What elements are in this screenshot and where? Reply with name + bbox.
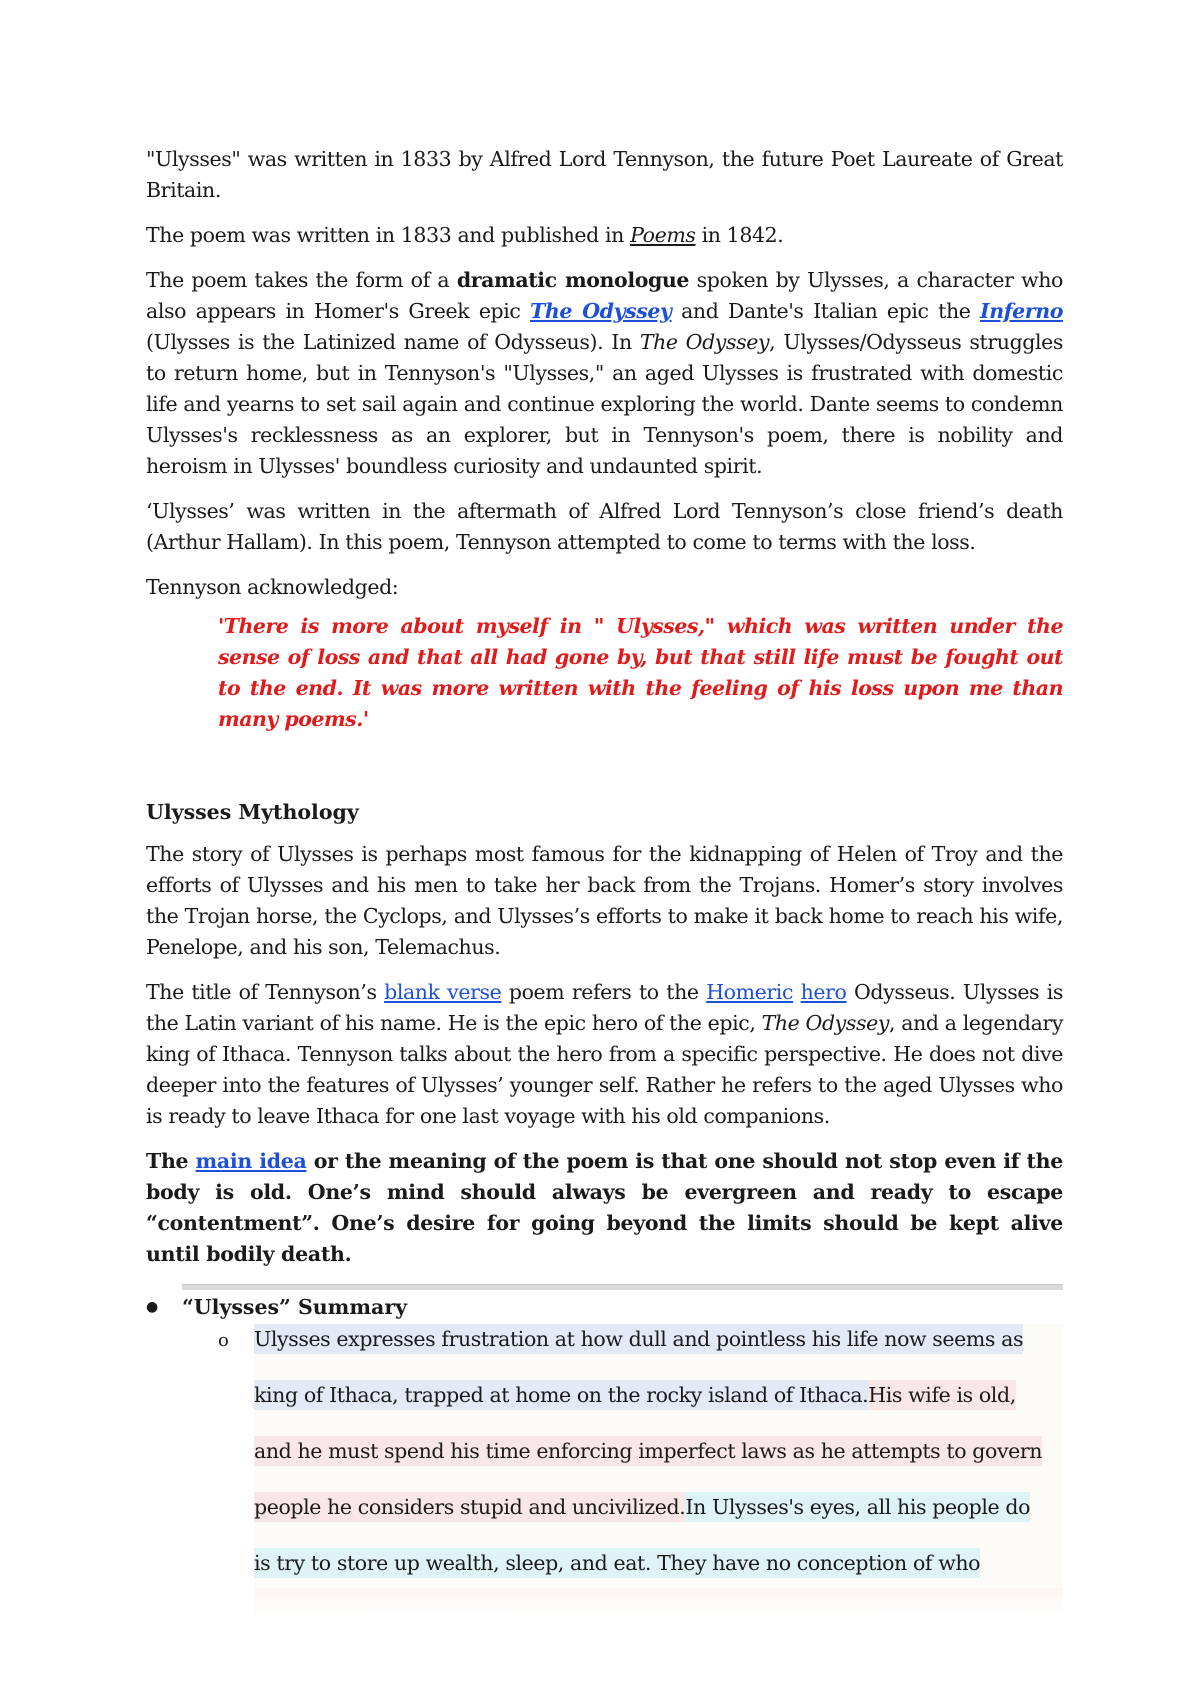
summary-text: and he must spend his time enforcing imperfect laws as he attempts to govern xyxy=(254,1436,1042,1466)
summary-text: king of Ithaca, trapped at home on the rocky island of Ithaca. xyxy=(254,1380,868,1410)
intro-paragraph-4: ‘Ulysses’ was written in the aftermath of Alfred Lord Tennyson’s close friend’s death (Arthur Hallam). In this poem, Tennyson attempted to come to terms with the loss. xyxy=(146,499,1063,554)
text: or the meaning of the poem is that one should not stop even if the body is old. One’s mind should always be evergreen and ready to escape “contentment”. One’s desire for going beyond the limits should be kept alive until bodily death. xyxy=(146,1149,1063,1266)
intro-paragraph-2 xyxy=(146,220,1063,251)
summary-line xyxy=(254,1324,1063,1380)
summary-line xyxy=(254,1380,1063,1436)
text: poem refers to the xyxy=(501,980,707,1004)
text: The poem takes the form of a xyxy=(146,268,457,292)
text: The title of Tennyson’s xyxy=(146,980,385,1004)
intro-paragraph-3 xyxy=(146,265,1063,482)
mythology-paragraph-2 xyxy=(146,977,1063,1132)
text: in 1842. xyxy=(695,223,784,247)
dramatic-monologue-term: dramatic monologue xyxy=(456,268,690,292)
text: , Ulysses/Odysseus struggles to return home, but in Tennyson's "Ulysses," an aged Ulysses is frustrated with domestic life and yearns to set sail again and continue exploring the world. Dante seems to condemn Ulysses's recklessness as an explorer, but in Tennyson's poem, there is nobility and heroism in Ulysses' boundless curiosity and undaunted spirit. xyxy=(146,330,1064,478)
main-idea-paragraph xyxy=(146,1146,1063,1270)
text: , and a legendary king of Ithaca. Tennyson talks about the hero from a specific perspective. He does not dive deeper into the features of Ulysses’ younger self. Rather he refers to the aged Ulysses who is ready to leave Ithaca for one last voyage with his old companions. xyxy=(146,1011,1063,1128)
summary-text: people he considers stupid and uncivilized. xyxy=(254,1492,685,1522)
text: and Dante's Italian epic the xyxy=(671,299,981,323)
summary-line xyxy=(254,1492,1063,1548)
summary-section xyxy=(146,1284,1063,1618)
summary-title: “Ulysses” Summary xyxy=(182,1295,408,1319)
intro-paragraph-1: "Ulysses" was written in 1833 by Alfred Lord Tennyson, the future Poet Laureate of Great Britain. xyxy=(146,147,1063,202)
text: spoken by Ulysses, a character who also appears in Homer's Greek epic xyxy=(146,268,1063,323)
sub-bullet-icon: o xyxy=(218,1330,229,1351)
odyssey-italic: The Odyssey xyxy=(639,330,770,354)
blank-verse-link[interactable]: blank verse xyxy=(384,980,502,1004)
text: The xyxy=(146,1149,196,1173)
bullet-icon: ● xyxy=(146,1299,159,1315)
intro-paragraph-5: Tennyson acknowledged: xyxy=(146,575,399,599)
tennyson-quote: 'There is more about myself in " Ulysses," which was written under the sense of loss and that all had gone by, but that still life must be fought out to the end. It was more written with the feeling of his loss upon me than many poems.' xyxy=(218,614,1063,731)
text: The poem was written in 1833 and published in xyxy=(146,223,631,247)
summary-line xyxy=(254,1436,1063,1492)
summary-list xyxy=(218,1324,1063,1618)
summary-text: In Ulysses's eyes, all his people do xyxy=(685,1492,1030,1522)
mythology-heading: Ulysses Mythology xyxy=(146,800,359,824)
summary-text: is try to store up wealth, sleep, and eat. They have no conception of who xyxy=(254,1548,980,1578)
text: Odysseus. Ulysses is the Latin variant of his name. He is the epic hero of the epic, xyxy=(146,980,1063,1035)
mythology-paragraph-1: The story of Ulysses is perhaps most famous for the kidnapping of Helen of Troy and the efforts of Ulysses and his men to take her back from the Trojans. Homer’s story involves the Trojan horse, the Cyclops, and Ulysses’s efforts to make it back home to reach his wife, Penelope, and his son, Telemachus. xyxy=(146,842,1063,959)
odyssey-italic: The Odyssey xyxy=(761,1011,890,1035)
summary-line xyxy=(254,1548,1063,1588)
poems-title: Poems xyxy=(630,223,696,247)
text xyxy=(793,980,801,1004)
hero-link[interactable]: hero xyxy=(800,980,847,1004)
inferno-link[interactable]: Inferno xyxy=(980,299,1063,323)
main-idea-link[interactable]: main idea xyxy=(195,1149,307,1173)
summary-text: His wife is old, xyxy=(868,1380,1016,1410)
page-fade xyxy=(254,1588,1063,1618)
text: (Ulysses is the Latinized name of Odysseus). In xyxy=(146,330,640,354)
summary-text: Ulysses expresses frustration at how dull and pointless his life now seems as xyxy=(254,1324,1023,1354)
odyssey-link[interactable]: The Odyssey xyxy=(530,299,672,323)
homeric-link[interactable]: Homeric xyxy=(706,980,794,1004)
summary-bullet xyxy=(146,1290,1063,1324)
